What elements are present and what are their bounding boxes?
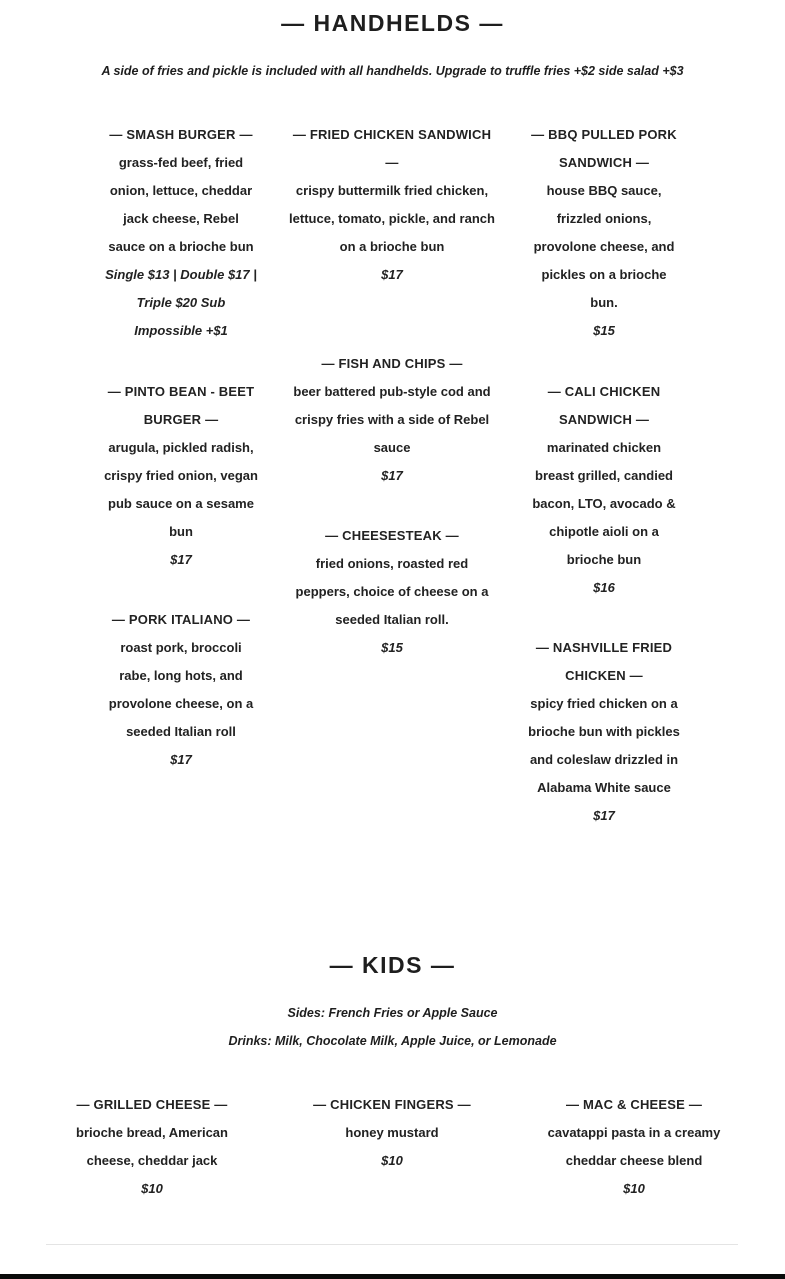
item-desc: fried onions, roasted red peppers, choice of cheese on a seeded Italian roll.	[295, 556, 489, 627]
item-name: — PINTO BEAN - BEET BURGER —	[107, 384, 255, 427]
item-desc: house BBQ sauce, frizzled onions, provolone cheese, and pickles on a brioche bun.	[533, 183, 675, 310]
item-price: Single $13 | Double $17 | Triple $20 Sub Impossible +$1	[105, 267, 257, 338]
item-price: $16	[593, 580, 615, 595]
menu-item-nashville-fried-chicken	[526, 634, 682, 830]
item-name: — CHEESESTEAK —	[325, 528, 459, 543]
item-desc: honey mustard	[345, 1125, 439, 1140]
item-price: $17	[593, 808, 615, 823]
item-desc: grass-fed beef, fried onion, lettuce, cheddar jack cheese, Rebel sauce on a brioche bun	[108, 155, 254, 254]
menu-item-bbq-pulled-pork	[526, 121, 682, 345]
kids-drinks-note: Drinks: Milk, Chocolate Milk, Apple Juice, or Lemonade	[228, 1034, 557, 1048]
item-name: — PORK ITALIANO —	[111, 612, 251, 627]
menu-item-pinto-bean-beet-burger	[104, 378, 258, 574]
item-desc: marinated chicken breast grilled, candied bacon, LTO, avocado & chipotle aioli on a brioche bun	[532, 440, 676, 567]
menu-item-mac-and-cheese	[538, 1091, 730, 1203]
menu-item-smash-burger	[104, 121, 258, 345]
item-price: $10	[381, 1153, 403, 1168]
item-name: — GRILLED CHEESE —	[76, 1097, 228, 1112]
footer-bar	[0, 1274, 785, 1279]
item-price: $17	[170, 552, 192, 567]
kids-sides-note: Sides: French Fries or Apple Sauce	[287, 1006, 498, 1020]
item-name: — FISH AND CHIPS —	[321, 356, 463, 371]
item-price: $10	[623, 1181, 645, 1196]
item-name: — SMASH BURGER —	[109, 127, 253, 142]
item-price: $15	[593, 323, 615, 338]
menu-item-grilled-cheese	[66, 1091, 238, 1203]
menu-item-cali-chicken-sandwich	[528, 378, 680, 602]
item-desc: brioche bread, American cheese, cheddar jack	[76, 1125, 228, 1168]
item-name: — NASHVILLE FRIED CHICKEN —	[535, 640, 673, 683]
item-desc: cavatappi pasta in a creamy cheddar cheese blend	[547, 1125, 721, 1168]
kids-title: — KIDS —	[329, 952, 456, 978]
item-name: — FRIED CHICKEN SANDWICH —	[292, 127, 492, 170]
item-name: — BBQ PULLED PORK SANDWICH —	[531, 127, 677, 170]
item-desc: crispy buttermilk fried chicken, lettuce, tomato, pickle, and ranch on a brioche bun	[289, 183, 495, 254]
item-price: $10	[141, 1181, 163, 1196]
item-name: — MAC & CHEESE —	[565, 1097, 703, 1112]
menu-item-chicken-fingers	[292, 1091, 492, 1175]
item-price: $17	[381, 468, 403, 483]
handhelds-note: A side of fries and pickle is included with all handhelds. Upgrade to truffle fries +$2 side salad +$3	[101, 64, 684, 78]
menu-item-cheesesteak	[290, 522, 494, 662]
item-desc: beer battered pub-style cod and crispy fries with a side of Rebel sauce	[293, 384, 491, 455]
section-divider	[46, 1244, 738, 1245]
item-name: — CALI CHICKEN SANDWICH —	[547, 384, 661, 427]
handhelds-title: — HANDHELDS —	[281, 10, 504, 36]
item-price: $17	[170, 752, 192, 767]
item-desc: spicy fried chicken on a brioche bun with pickles and coleslaw drizzled in Alabama White sauce	[528, 696, 680, 795]
menu-item-fish-and-chips	[285, 350, 499, 490]
item-desc: roast pork, broccoli rabe, long hots, and provolone cheese, on a seeded Italian roll	[108, 640, 254, 739]
item-desc: arugula, pickled radish, crispy fried onion, vegan pub sauce on a sesame bun	[104, 440, 258, 539]
menu-item-pork-italiano	[104, 606, 258, 774]
item-price: $17	[381, 267, 403, 282]
item-name: — CHICKEN FINGERS —	[313, 1097, 471, 1112]
menu-item-fried-chicken-sandwich	[287, 121, 497, 289]
item-price: $15	[381, 640, 403, 655]
